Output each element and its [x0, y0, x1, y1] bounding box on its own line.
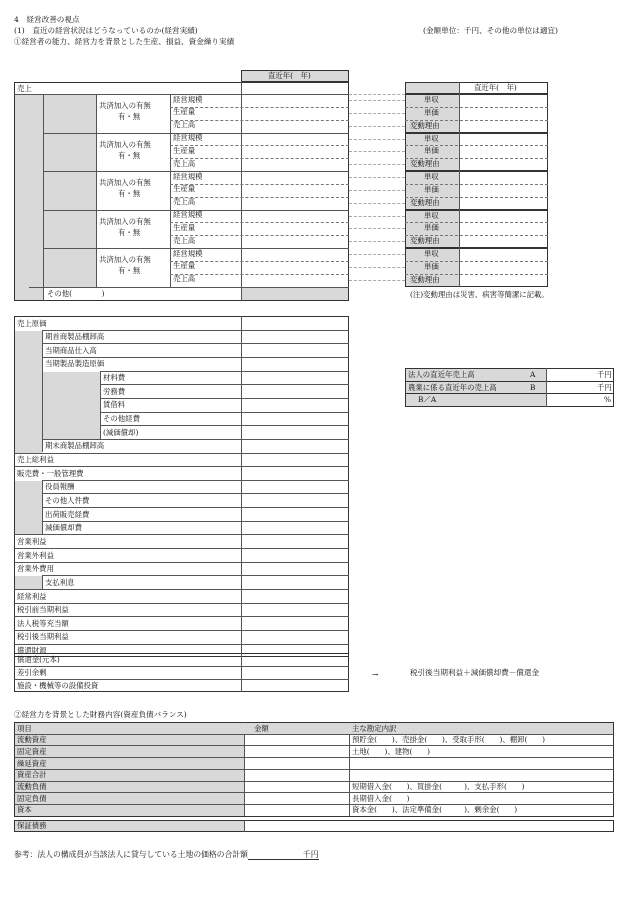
connector-line	[349, 216, 405, 217]
group-pad	[44, 134, 96, 172]
cost-row-label: 当期商品仕入高	[45, 345, 97, 355]
balance-row-detail: 短期借入金( )、買掛金( )、支払手形( )	[352, 782, 525, 791]
cost-row-label: 賃借料	[103, 400, 126, 410]
cost-row-line	[100, 384, 349, 385]
indent-line	[42, 330, 43, 453]
balance-header-amount: 金額	[254, 723, 269, 733]
connector-line	[349, 151, 405, 152]
connector-line	[349, 267, 405, 268]
side-row-label: 単価	[424, 184, 439, 194]
metric-label: 売上高	[173, 197, 196, 207]
group-pad	[44, 172, 96, 210]
col-header: 直近年( 年)	[268, 71, 311, 80]
balance-row-line	[14, 804, 614, 805]
side-header-pad	[406, 83, 459, 93]
group-line-v	[96, 133, 97, 172]
cost-row-label: 税引前当期利益	[17, 605, 69, 615]
cost-row-label: その他経費	[103, 414, 140, 424]
ratio-key: B	[530, 382, 536, 392]
kyosai-choice: 有・無	[118, 112, 141, 121]
cost-row-label: 償還財源	[17, 646, 47, 656]
cost-row-label: (減価償却)	[103, 427, 139, 437]
side-row-label: 単価	[424, 107, 439, 117]
cost-row-line	[42, 575, 349, 576]
footer-unit: 千円	[302, 850, 319, 860]
repay-row-line	[14, 679, 349, 680]
metric-label: 経営規模	[173, 94, 203, 104]
formula-text: 税引後当期利益＋減価償却費－償還金	[410, 668, 540, 677]
footer-note	[14, 851, 319, 860]
side-note: (注)変動理由は災害、病害等簡潔に記載。	[410, 290, 549, 299]
metric-label: 経営規模	[173, 248, 203, 258]
metric-label: 生産量	[173, 145, 196, 155]
connector-line	[349, 190, 405, 191]
balance-row-detail: 預貯金( )、売掛金( )、受取手形( )、棚卸( )	[352, 735, 546, 745]
connector-line	[349, 280, 405, 281]
metric-line	[170, 222, 349, 223]
cost-row-label: 経常利益	[17, 591, 47, 601]
metric-label: 売上高	[173, 120, 196, 130]
cost-row-label: 期末商製品棚卸高	[45, 441, 105, 451]
balance-header-detail: 主な勘定内訳	[352, 723, 397, 733]
cost-row-line	[14, 616, 349, 617]
cost-row-label: 売上総利益	[17, 455, 54, 464]
connector-line	[349, 177, 405, 178]
sales-label: 売上	[17, 84, 32, 93]
metric-line	[170, 274, 349, 275]
group-line-v	[96, 210, 97, 249]
metric-line	[170, 158, 349, 159]
cost-indent	[15, 372, 100, 386]
balance-col-line	[244, 820, 245, 833]
group-line-v	[170, 171, 171, 210]
side-col-line	[459, 210, 460, 249]
connector-line	[349, 100, 405, 101]
cost-row-line	[42, 330, 349, 331]
cost-row-line	[14, 534, 349, 535]
question-heading: (1) 直近の経営状況はどうなっているのか(経営実績)	[14, 26, 198, 35]
side-row-label: 変動理由	[410, 120, 440, 130]
kyosai-label: 共済加入の有無	[99, 178, 151, 187]
metric-label: 生産量	[173, 222, 196, 232]
subsection-heading: ①経営者の能力、経営力を背景とした生産、損益、資金繰り実績	[14, 37, 235, 46]
side-row-label: 単収	[424, 133, 439, 143]
balance-row-item: 流動資産	[17, 735, 47, 745]
kyosai-label: 共済加入の有無	[99, 216, 151, 226]
group-line-v	[170, 94, 171, 133]
connector-line	[349, 94, 405, 95]
side-row-label: 変動理由	[410, 274, 440, 284]
kyosai-choice: 有・無	[118, 266, 141, 275]
cost-row-label: 支払利息	[45, 577, 75, 587]
cost-row-label: 営業利益	[17, 536, 47, 546]
side-row-label: 単収	[424, 249, 439, 258]
cost-row-line	[42, 357, 349, 358]
sales-indent	[15, 95, 43, 300]
indent-line	[42, 575, 43, 589]
cost-row-label: 材料費	[103, 373, 126, 383]
side-row-label: 変動理由	[410, 236, 440, 246]
group-line-v	[170, 210, 171, 249]
value-col-line	[241, 653, 242, 692]
kyosai-label: 共済加入の有無	[99, 139, 151, 149]
repay-row-label: 施設・機械等の設備投資	[17, 681, 99, 690]
side-col-header: 直近年( 年)	[474, 83, 517, 92]
cost-indent	[15, 344, 42, 358]
cost-row-label: 出荷販売経費	[45, 509, 90, 519]
cost-row-line	[42, 343, 349, 344]
metric-line	[170, 107, 349, 108]
balance-row-line	[14, 769, 614, 770]
metric-label: 生産量	[173, 261, 196, 271]
cost-row-line	[100, 371, 349, 372]
other-label: その他( )	[47, 288, 105, 298]
balance-row-detail: 資本金( )、法定準備金( )、剰余金( )	[352, 805, 518, 815]
side-col-line	[459, 248, 460, 287]
indent-line	[100, 371, 101, 439]
balance-title: ②経営力を背景とした財務内容(資産負債バランス)	[14, 710, 187, 719]
ratio-unit: %	[604, 395, 612, 404]
repay-row-label: 差引余剰	[17, 668, 47, 677]
group-pad	[44, 95, 96, 133]
cost-indent	[15, 426, 100, 440]
ratio-unit: 千円	[597, 382, 612, 392]
cost-row-label: 営業外利益	[17, 550, 54, 560]
balance-row-item: 流動負債	[17, 782, 47, 791]
metric-line	[170, 197, 349, 198]
balance-row-item: 固定資産	[17, 746, 47, 756]
repay-row-line	[14, 666, 349, 667]
cost-row-label: 当期製品製造原価	[45, 359, 105, 369]
balance-row-line	[14, 792, 614, 793]
side-col-line	[459, 82, 460, 94]
side-col-line	[459, 133, 460, 172]
balance-row-line	[14, 757, 614, 758]
footer-blank[interactable]	[248, 851, 303, 860]
side-col-line	[459, 94, 460, 133]
ratio-col-line	[546, 368, 547, 382]
metric-label: 売上高	[173, 274, 196, 284]
kyosai-choice: 有・無	[118, 227, 141, 237]
cost-indent	[15, 440, 42, 454]
kyosai-label: 共済加入の有無	[99, 255, 151, 264]
cost-row-label: 法人税等充当額	[17, 618, 69, 628]
cost-row-label: 期首商製品棚卸高	[45, 332, 105, 342]
cost-row-line	[100, 412, 349, 413]
balance-row-line	[14, 745, 614, 746]
other-gray	[242, 288, 348, 300]
cost-indent	[15, 494, 42, 508]
connector-line	[349, 203, 405, 204]
cost-row-label: 営業外費用	[17, 564, 54, 574]
ratio-key: A	[530, 370, 536, 379]
indent-line	[42, 480, 43, 535]
cost-row-line	[14, 562, 349, 563]
metric-label: 売上高	[173, 158, 196, 168]
metric-line	[170, 235, 349, 236]
cost-row-label: 売上原価	[17, 318, 47, 328]
ratio-col-line	[546, 381, 547, 395]
cost-indent	[15, 576, 42, 590]
cost-row-line	[42, 480, 349, 481]
cost-row-line	[14, 548, 349, 549]
side-row-label: 単価	[424, 146, 439, 156]
kyosai-label: 共済加入の有無	[99, 101, 151, 110]
cost-indent	[15, 413, 100, 427]
connector-line	[349, 228, 405, 229]
connector-line	[349, 126, 405, 127]
metric-label: 売上高	[173, 235, 196, 245]
cost-row-line	[14, 453, 349, 454]
balance-row-item: 資産合計	[17, 770, 47, 780]
cost-indent	[15, 399, 100, 413]
cost-row-line	[14, 630, 349, 631]
connector-line	[349, 113, 405, 114]
cost-row-line	[14, 603, 349, 604]
cost-row-label: 減価償却費	[45, 523, 82, 533]
metric-label: 経営規模	[173, 133, 203, 142]
balance-header-bg	[15, 723, 613, 734]
side-row-label: 単収	[424, 95, 439, 104]
metric-label: 経営規模	[173, 210, 203, 219]
side-row-label: 変動理由	[410, 197, 440, 207]
value-col-line	[241, 316, 242, 657]
side-col-line	[459, 171, 460, 210]
group-pad	[44, 211, 96, 249]
cost-indent	[15, 358, 42, 372]
group-line-v	[170, 248, 171, 287]
cost-indent	[15, 481, 42, 495]
cost-indent	[15, 522, 42, 536]
ratio-unit: 千円	[597, 370, 612, 379]
metric-line	[170, 145, 349, 146]
footer-note-text: 参考：法人の構成員が当該法人に貸与している土地の価格の合計額	[14, 850, 248, 860]
metric-label: 経営規模	[173, 171, 203, 181]
cost-indent	[15, 508, 42, 522]
cost-row-label: 役員報酬	[45, 482, 75, 492]
ratio-col-line	[546, 393, 547, 407]
cost-indent	[15, 385, 100, 399]
balance-row-detail: 長期借入金( )	[352, 793, 410, 803]
group-line-v	[96, 248, 97, 287]
side-row-label: 単収	[424, 210, 439, 220]
side-row-label: 変動理由	[410, 159, 440, 169]
cost-row-label: 税引後当期利益	[17, 632, 69, 642]
guarantee-label: 保証債務	[17, 821, 47, 831]
side-row-label: 単価	[424, 223, 439, 233]
arrow-icon: →	[372, 670, 379, 679]
metric-line	[170, 120, 349, 121]
ratio-label: 法人の直近年売上高	[408, 370, 475, 379]
metric-label: 生産量	[173, 107, 196, 117]
metric-line	[170, 261, 349, 262]
side-row-label: 単収	[424, 172, 439, 181]
cost-row-label: 販売費・一般管理費	[17, 468, 84, 478]
value-col-line	[241, 82, 242, 301]
cost-row-line	[14, 466, 349, 467]
balance-row-item: 繰延資産	[17, 758, 47, 768]
kyosai-choice: 有・無	[118, 150, 141, 160]
cost-indent	[15, 331, 42, 345]
balance-header-item: 項目	[17, 723, 32, 733]
cost-row-line	[14, 644, 349, 645]
metric-line	[170, 184, 349, 185]
cost-row-line	[100, 425, 349, 426]
group-line-v	[96, 171, 97, 210]
ratio-label: B／A	[418, 395, 437, 404]
cost-row-line	[100, 398, 349, 399]
kyosai-choice: 有・無	[118, 189, 141, 198]
group-line-v	[96, 94, 97, 133]
connector-line	[349, 139, 405, 140]
cost-row-line	[42, 493, 349, 494]
cost-row-line	[42, 507, 349, 508]
cost-row-line	[42, 439, 349, 440]
cost-row-label: その他人件費	[45, 495, 90, 505]
connector-line	[349, 164, 405, 165]
group-line-v	[170, 133, 171, 172]
section-title: 4 経営改善の視点	[14, 15, 80, 24]
metric-label: 生産量	[173, 184, 196, 194]
balance-row-detail: 土地( )、建物( )	[352, 746, 431, 756]
balance-row-item: 固定負債	[17, 793, 47, 803]
cost-row-line	[42, 521, 349, 522]
guarantee-label-bg	[15, 821, 244, 832]
cost-row-label: 労務費	[103, 386, 126, 396]
side-row-label: 単価	[424, 261, 439, 271]
connector-line	[349, 254, 405, 255]
balance-row-item: 資本	[17, 805, 32, 815]
connector-line	[349, 241, 405, 242]
group-pad	[44, 249, 96, 287]
unit-note: (金額単位：千円、その他の単位は適宜)	[423, 26, 559, 35]
cost-row-line	[14, 589, 349, 590]
repay-row-label: 償還金(元本)	[17, 655, 60, 664]
ratio-label: 農業に係る直近年の売上高	[408, 382, 497, 392]
